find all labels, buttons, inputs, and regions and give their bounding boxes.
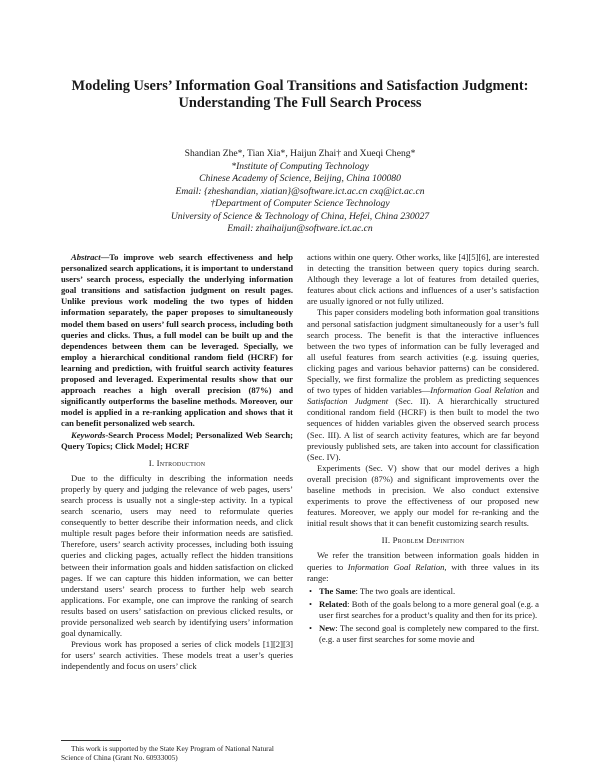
list-item <box>309 585 539 597</box>
section-heading-introduction <box>61 458 293 469</box>
list-item-text: : The two goals are identical. <box>355 585 456 596</box>
list-item-term: Related <box>319 598 348 609</box>
footnote: This work is supported by the State Key Program of National Natural Science of China (Grant No. 60933005) <box>61 744 274 762</box>
right-paragraph-4 <box>307 550 539 583</box>
right-paragraph-2 <box>307 307 539 462</box>
intro-paragraph-2: Previous work has proposed a series of click models [1][2][3] for users’ search activities. These models treat a user’s queries independently and focus on users’ click <box>61 639 293 672</box>
p2-start: This paper considers modeling both information goal transitions and personal satisfaction judgment simultaneously for a user’s full search process. The benefit is that the interactive influences between the two types of information can be fully leveraged and all useful features from search activities (e.g. issuing queries, clicking pages and various behavior patterns) can be considered. Specially, we first formalize the problem as predicting sequences of two types of hidden variables— <box>307 307 539 396</box>
p2-term-1: Information Goal Relation <box>430 385 524 396</box>
section-title: Introduction <box>156 457 206 468</box>
right-paragraph-3: Experiments (Sec. V) show that our model derives a high overall precision (87%) and significant improvements over the baseline methods in precision. We also conduct extensive experiments to prove the effectiveness of our proposed new features. Moreover, we apply our model for re-ranking and the initial result shows that it can benefit customizing search results. <box>307 462 539 529</box>
abstract-lead: Abstract <box>71 252 101 262</box>
left-column <box>61 252 293 672</box>
p2-rest: (Sec. II). A hierarchically structured conditional random field (HCRF) is then built to model the two sequences of hidden variables given the observed search process (Sec. III). A list of search activity features, which are far beyond previously published sets, are taken into account for classification (Sec. IV). <box>307 396 539 462</box>
title-line-2: Understanding The Full Search Process <box>178 95 422 111</box>
right-column <box>307 252 539 647</box>
list-item-term: New <box>319 623 336 633</box>
goal-relation-list <box>307 586 539 645</box>
keywords <box>61 430 293 452</box>
list-item-text: : Both of the goals belong to a more general goal (e.g. a user first searches for a product’s quality and then for its price). <box>319 598 539 620</box>
list-item <box>309 598 539 621</box>
email-1: Email: {zheshandian, xiatian}@software.ict.ac.cn cxq@ict.ac.cn <box>175 185 425 197</box>
p4-term: Information Goal Relation <box>347 561 445 572</box>
affiliation-2: Chinese Academy of Science, Beijing, China 100080 <box>199 173 401 184</box>
paper-title <box>60 78 540 112</box>
affiliation-4: University of Science & Technology of China, Hefei, China 230027 <box>170 210 430 222</box>
p4-start: We refer the transition between information goals hidden in queries to <box>307 550 539 572</box>
title-line-1: Modeling Users’ Information Goal Transitions and Satisfaction Judgment: <box>71 78 529 94</box>
bullet-icon: • <box>309 585 313 596</box>
p2-term-2: Satisfaction Judgment <box>307 396 389 407</box>
author-block <box>80 148 520 236</box>
p2-and: and <box>523 385 539 396</box>
list-item-term: The Same <box>319 585 356 596</box>
section-heading-problem-definition <box>307 535 539 546</box>
bullet-icon: • <box>309 598 313 609</box>
section-number: II. <box>381 535 391 546</box>
bullet-icon: • <box>309 623 313 633</box>
right-paragraph-1: actions within one query. Other works, like [4][5][6], are interested in detecting the transition between query topics during search. Although they leverage a lot of features from detailed queries, features about click actions and influences of a user’s satisfaction are usually ignored or not fully utilized. <box>307 252 539 307</box>
affiliation-1: *Institute of Computing Technology <box>231 160 369 172</box>
section-title: Problem Definition <box>392 535 465 546</box>
list-item <box>309 623 539 645</box>
keywords-lead: Keywords <box>71 429 106 440</box>
abstract-body: —To improve web search effectiveness and help personalized search applications, it is important to understand users’ search process, especially the underlying information goal transitions and satisfaction judgment on result pages. Unlike previous work modeling the two types of hidden information separately, the paper proposes to simultaneously model them based on users’ full search process, including both queries and clicks. Thus, a full model can be built up and the dependences between them can be leveraged. Specially, we employ a hierarchical conditional random field (HCRF) for learning and prediction, with fruitful search activity features proposed and leveraged. Experimental results show that our approach reaches a high overall precision (87%) and significantly outperforms the baseline methods. Moreover, our model is applied in a re-ranking application and shows that it can benefit personalized web search. <box>61 252 293 429</box>
email-2: Email: zhaihaijun@software.ict.ac.cn <box>227 223 373 234</box>
p4-end: , with three values in its range: <box>307 561 539 583</box>
intro-paragraph-1: Due to the difficulty in describing the information needs properly by query and judging the relevance of web pages, users’ search process is usually not a single-step activity. In a typical search scenario, users may need to reformulate queries consequently to better describe their information needs, and click multiple result pages before their information needs are satisfied. Therefore, users’ search activity processes, including both issuing queries and clicking pages, actually reflect the hidden transitions between their information goals and hidden satisfaction on clicked pages. If we can capture this hidden information, we can better understand users’ search process to further help web search applications. For example, one can improve the ranking of search results based on users’ satisfaction on previous clicked results, or provide personalized web search by identifying users’ information goal dynamically. <box>61 472 293 639</box>
list-item-text: : The second goal is completely new compared to the first. (e.g. a user first searches for some movie and <box>319 623 539 645</box>
keywords-body: -Search Process Model; Personalized Web Search; Query Topics; Click Model; HCRF <box>61 429 293 451</box>
abstract <box>61 252 293 430</box>
footnote-rule <box>61 740 121 741</box>
affiliation-3: †Department of Computer Science Technology <box>210 198 390 209</box>
section-number: I. <box>148 457 155 468</box>
author-names: Shandian Zhe*, Tian Xia*, Haijun Zhai† and Xueqi Cheng* <box>184 148 416 159</box>
